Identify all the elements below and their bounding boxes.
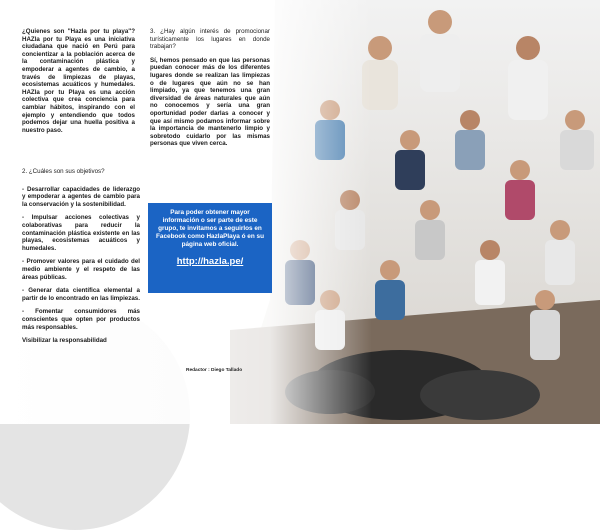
objectives-section [22, 168, 140, 351]
objective-item-1: - Desarrollar capacidades de liderazgo y empoderar a agentes de cambio para la conservación y la sostenibilidad. [22, 185, 140, 208]
info-box [148, 203, 272, 293]
objective-item-6: Visibilizar la responsabilidad [22, 337, 107, 345]
question-column [150, 28, 270, 154]
objective-item-3: - Promover valores para el cuidado del medio ambiente y el respeto de las áreas públicas. [22, 258, 140, 281]
info-box-text: Para poder obtener mayor información o ser parte de este grupo, te invitamos a seguirlos en Facebook como HazlaPlaya ó en su página web oficial. [156, 209, 264, 248]
intro-column [22, 28, 135, 140]
objective-item-4: - Generar data científica elemental a partir de lo encontrado en las limpiezas. [22, 287, 140, 302]
question-3: 3. ¿Hay algún interés de promocionar turísticamente los lugares en donde trabajan? [150, 28, 270, 51]
objective-item-2: - Impulsar acciones colectivas y colaborativas para reducir la contaminación plástica existente en las playas, ecosistemas acuáticos y humedales. [22, 214, 140, 252]
objectives-title: 2. ¿Cuáles son sus objetivos? [22, 168, 105, 175]
intro-paragraph: ¿Quienes son "Hazla por tu playa"? HAZla por tu Playa es una iniciativa ciudadana que nació en Perú para concientizar a la población acerca de la contaminación plástica y empoderar a agentes de cambio, a través de limpiezas de playas, ecosistemas acuáticos y humedales. HAZla por tu Playa es una acción colectiva que crea conciencia para cambiar hábitos, inspirando con el ejemplo y entendiendo que todos podemos dejar una huella positiva a nuestro paso. [22, 28, 135, 134]
author-credit: Redactor : Diego Tallado [186, 368, 243, 373]
website-link[interactable]: http://hazla.pe/ [176, 256, 244, 267]
objective-item-5: - Fomentar consumidores más conscientes que opten por productos más responsables. [22, 308, 140, 331]
answer-3: Sí, hemos pensado en que las personas puedan conocer más de los diferentes lugares donde se realizan las limpiezas o de lugares que aún no se han limpiado, ya que tenemos una gran diversidad de áreas naturales que aún no conocemos y sería una gran oportunidad poder darlas a conocer y que así mismo podamos informar sobre la importancia de mantenerlo limpio y sobretodo cuidarlo por las mismas personas que viven cerca. [150, 56, 270, 148]
